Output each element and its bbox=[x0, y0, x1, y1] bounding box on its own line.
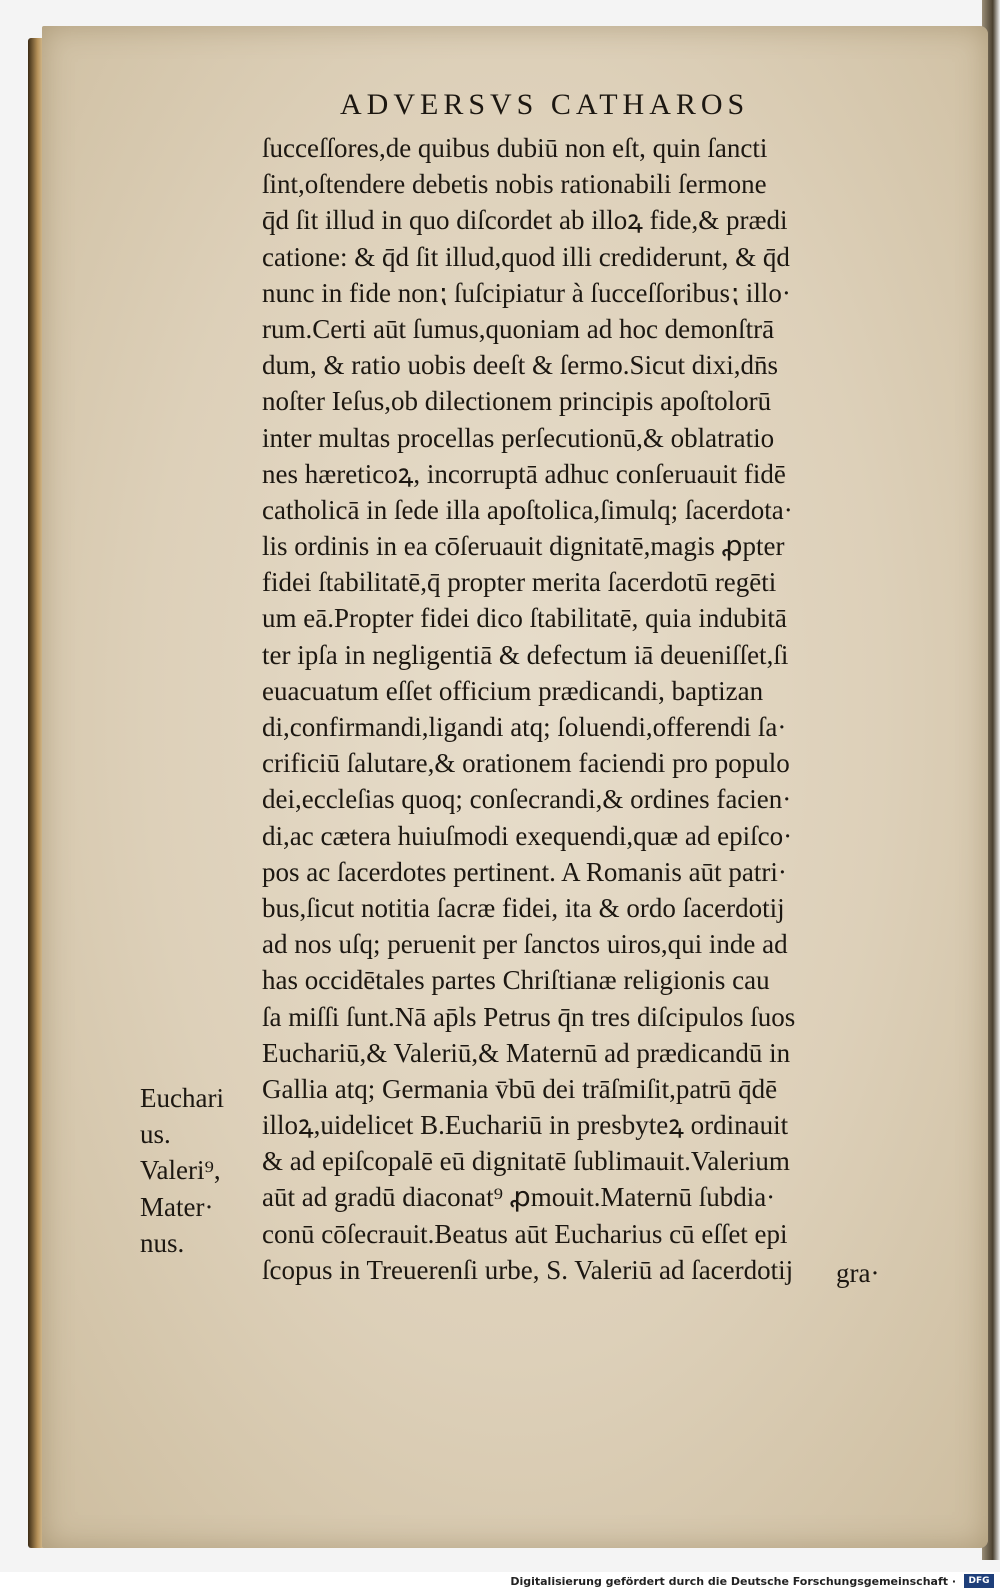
text-line: nes hæreticoꝝ, incorruptā adhuc conſeruauit fidē bbox=[262, 458, 786, 489]
text-line: pos ac ſacerdotes pertinent. A Romanis aūt patri· bbox=[262, 856, 787, 887]
footer-credit: Digitalisierung gefördert durch die Deutsche Forschungsgemeinschaft · bbox=[510, 1575, 956, 1588]
text-line: ter ipſa in negligentiā & defectum iā deueniſſet,ſi bbox=[262, 639, 789, 670]
text-line: bus,ſicut notitia ſacræ fidei, ita & ordo ſacerdotij bbox=[262, 892, 785, 923]
margin-line: us. bbox=[140, 1119, 171, 1150]
text-line: illoꝝ,uidelicet B.Euchariū in presbyteꝝ ordinauit bbox=[262, 1110, 789, 1141]
text-line: lis ordinis in ea cōſeruauit dignitatē,magis ꝓpter bbox=[262, 531, 785, 562]
text-line: aūt ad gradū diaconat⁹ ꝓmouit.Maternū ſubdia· bbox=[262, 1182, 776, 1213]
text-line: ad nos uſq; peruenit per ſanctos uiros,qui inde ad bbox=[262, 929, 788, 960]
text-line: fidei ſtabilitatē,q̄ propter merita ſacerdotū regēti bbox=[262, 567, 777, 598]
text-line: inter multas procellas perſecutionū,& oblatratio bbox=[262, 422, 775, 453]
body-text bbox=[262, 130, 922, 1288]
text-line: rum.Certi aūt ſumus,quoniam ad hoc demonſtrā bbox=[262, 313, 775, 344]
text-line: ſcopus in Treuerenſi urbe, S. Valeriū ad ſacerdotij bbox=[262, 1254, 794, 1285]
text-line: dum, & ratio uobis deeſt & ſermo.Sicut dixi,dn̄s bbox=[262, 350, 778, 381]
margin-line: Mater· bbox=[140, 1191, 214, 1222]
text-line: ſa miſſi ſunt.Nā ap̄ls Petrus q̄n tres diſcipulos ſuos bbox=[262, 1001, 796, 1032]
margin-line: nus. bbox=[140, 1227, 185, 1258]
margin-line: Euchari bbox=[140, 1083, 224, 1113]
text-line: dei,eccleſias quoq; conſecrandi,& ordines facien· bbox=[262, 784, 792, 815]
text-line: catholicā in ſede illa apoſtolica,ſimulq; ſacerdota· bbox=[262, 494, 793, 525]
text-line: ſint,oſtendere debetis nobis rationabili ſermone bbox=[262, 169, 767, 200]
text-line: noſter Ieſus,ob dilectionem principis apoſtolorū bbox=[262, 386, 772, 417]
text-line: crificiū ſalutare,& orationem faciendi pro populo bbox=[262, 748, 790, 779]
text-line: catione: & q̄d ſit illud,quod illi crediderunt, & q̄d bbox=[262, 241, 790, 272]
text-line: has occidētales partes Chriſtianæ religionis cau bbox=[262, 965, 770, 996]
text-line: um eā.Propter fidei dico ſtabilitatē, quia indubitā bbox=[262, 603, 787, 634]
text-line: Gallia atq; Germania v̄bū dei trāſmiſit,patrū q̄dē bbox=[262, 1073, 778, 1104]
text-line: conū cōſecrauit.Beatus aūt Eucharius cū eſſet epi bbox=[262, 1218, 788, 1249]
text-line: Euchariū,& Valeriū,& Maternū ad prædicandū in bbox=[262, 1037, 791, 1068]
text-line: nunc in fide non⁏ ſuſcipiatur à ſucceſſoribus⁏ illo· bbox=[262, 277, 791, 308]
margin-line: Valeri⁹, bbox=[140, 1155, 221, 1186]
dfg-logo: DFG bbox=[964, 1574, 994, 1588]
text-line: q̄d ſit illud in quo diſcordet ab illoꝝ fide,& prædi bbox=[262, 205, 788, 236]
marginal-note bbox=[140, 1080, 250, 1261]
catchword: gra· bbox=[836, 1258, 880, 1288]
text-line: ſucceſſores,de quibus dubiū non eſt, quin ſancti bbox=[262, 133, 768, 163]
running-head: ADVERSVS CATHAROS bbox=[340, 88, 750, 121]
text-line: di,ac cætera huiuſmodi exequendi,quæ ad epiſco· bbox=[262, 820, 793, 851]
text-line: di,confirmandi,ligandi atq; ſoluendi,offerendi ſa· bbox=[262, 712, 787, 742]
text-line: euacuatum eſſet officium prædicandi, baptizan bbox=[262, 675, 764, 706]
text-line: & ad epiſcopalē eū dignitatē ſublimauit.Valerium bbox=[262, 1146, 790, 1177]
